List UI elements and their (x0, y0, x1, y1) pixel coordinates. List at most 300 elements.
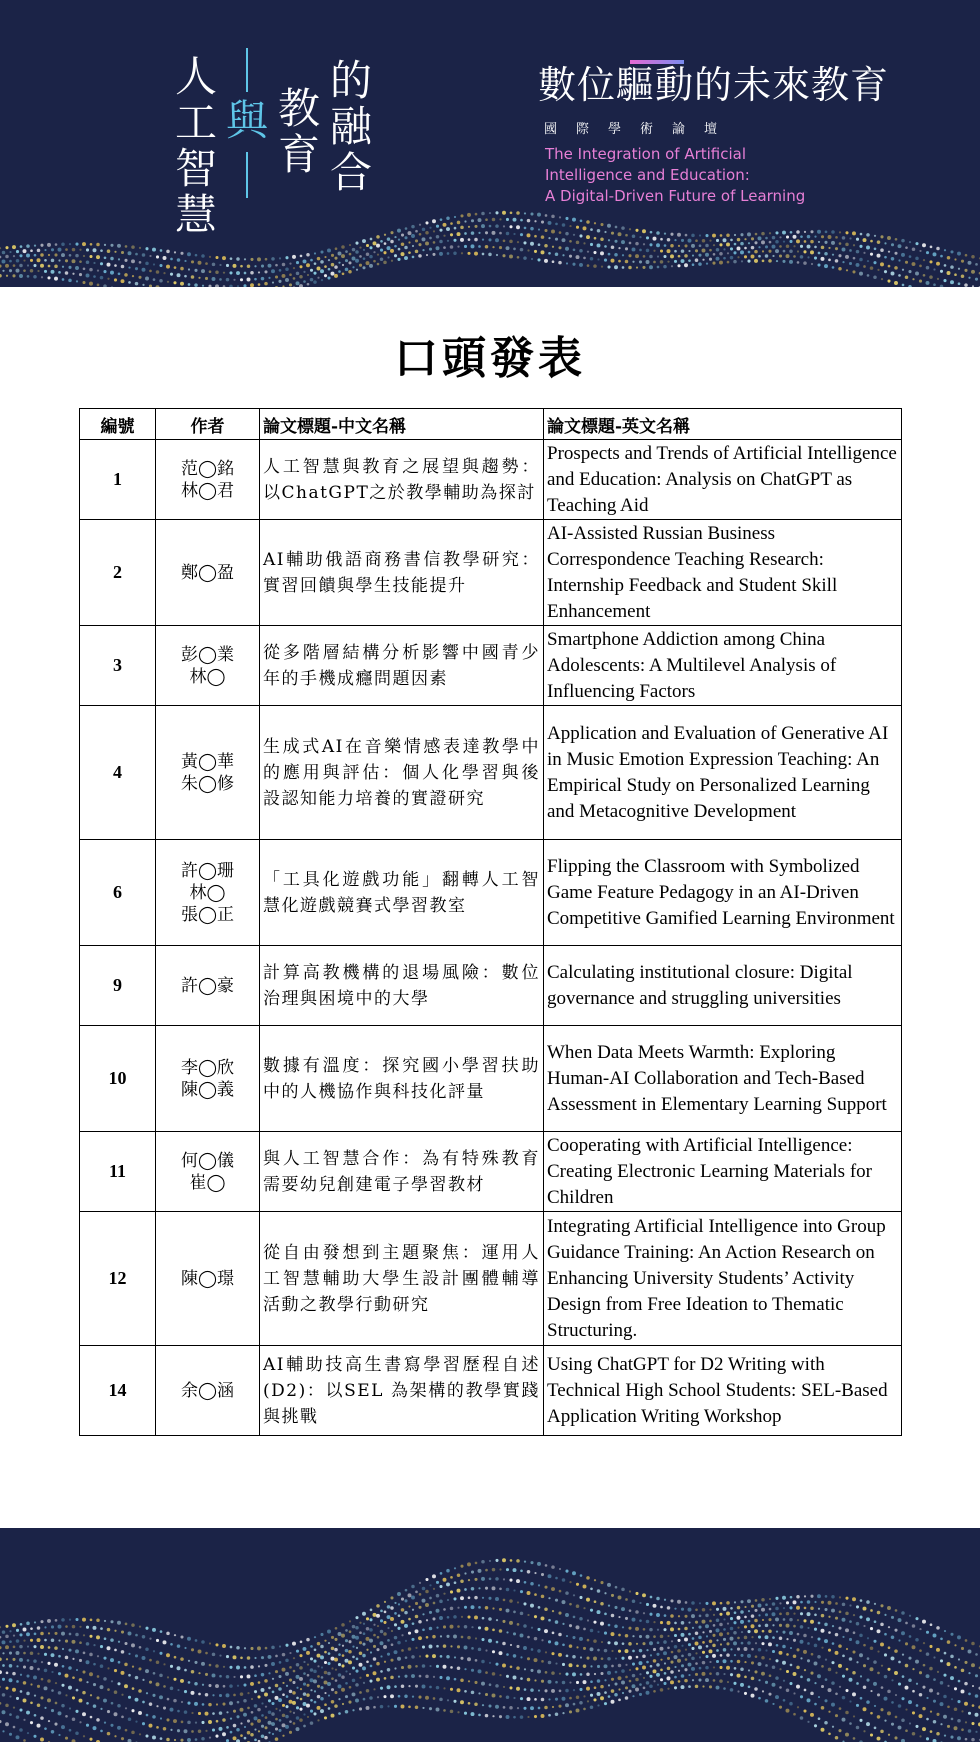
wave-dot (527, 1570, 531, 1574)
wave-dot (888, 1734, 890, 1736)
wave-dot (744, 1676, 747, 1679)
wave-dot (380, 1619, 383, 1622)
wave-dot (373, 1688, 375, 1690)
wave-dot (723, 1648, 727, 1652)
wave-dot (797, 250, 799, 252)
wave-dot (229, 271, 232, 274)
wave-dot (839, 1611, 842, 1614)
wave-dot (818, 252, 821, 255)
wave-dot (34, 1694, 36, 1696)
wave-dot (114, 1735, 116, 1737)
wave-dot (499, 1674, 501, 1676)
wave-dot (37, 1724, 41, 1728)
wave-dot (593, 264, 597, 268)
wave-dot (607, 224, 611, 228)
wave-dot (436, 1594, 440, 1598)
wave-dot (870, 1609, 873, 1612)
wave-dot (194, 1682, 198, 1686)
wave-dot (265, 1716, 268, 1719)
wave-dot (394, 1636, 398, 1640)
wave-dot (741, 1642, 744, 1645)
wave-dot (657, 255, 659, 257)
wave-dot (33, 1676, 37, 1680)
wave-dot (443, 1709, 446, 1712)
wave-dot (51, 1653, 55, 1657)
wave-dot (69, 1729, 72, 1732)
wave-dot (359, 255, 362, 258)
wave-dot (377, 263, 380, 266)
wave-dot (394, 1685, 397, 1688)
wave-dot (523, 1602, 526, 1605)
wave-dot (244, 1737, 247, 1740)
wave-dot (422, 1587, 426, 1591)
wave-dot (810, 1595, 813, 1598)
wave-dot (684, 263, 688, 267)
wave-dot (261, 1725, 264, 1728)
wave-dot (334, 1691, 337, 1694)
wave-dot (755, 1655, 758, 1658)
wave-dot (594, 1579, 596, 1581)
wave-dot (216, 1720, 219, 1723)
wave-dot (373, 260, 376, 263)
wave-dot (359, 1707, 362, 1710)
wave-dot (145, 247, 148, 250)
wave-dot (817, 263, 820, 266)
wave-dot (657, 1629, 659, 1631)
wave-dot (69, 1619, 71, 1621)
wave-dot (481, 1560, 485, 1564)
wave-dot (226, 1726, 229, 1729)
wave-dot (615, 1586, 618, 1589)
wave-dot (26, 1692, 30, 1696)
wave-dot (894, 1629, 897, 1632)
wave-dot (954, 1644, 956, 1646)
wave-dot (110, 1658, 114, 1662)
wave-dot (817, 1637, 820, 1640)
wave-dot (660, 1635, 664, 1639)
wave-dot (278, 1675, 281, 1678)
wave-dot (597, 258, 599, 260)
wave-dot (761, 232, 765, 236)
wave-dot (229, 285, 233, 287)
wave-dot (160, 1717, 162, 1719)
wave-dot (328, 259, 330, 261)
wave-dot (464, 232, 467, 235)
wave-dot (142, 1701, 145, 1704)
wave-dot (279, 1661, 282, 1664)
wave-dot (128, 1653, 130, 1655)
wave-dot (310, 1645, 313, 1648)
author-name: 陳◯義 (180, 1079, 235, 1100)
wave-dot (348, 1640, 351, 1643)
wave-dot (786, 1670, 789, 1673)
wave-dot (674, 1608, 676, 1610)
wave-dot (436, 235, 440, 239)
wave-dot (125, 1729, 128, 1732)
wave-dot (156, 1660, 160, 1664)
wave-dot (723, 238, 727, 242)
wave-dot (124, 1663, 128, 1667)
wave-dot (681, 249, 685, 253)
wave-dot (748, 1669, 750, 1671)
wave-dot (401, 1684, 405, 1688)
wave-dot (418, 1620, 422, 1624)
wave-dot (478, 232, 480, 234)
wave-dot (912, 262, 916, 266)
wave-dot (660, 1688, 664, 1692)
wave-dot (908, 1700, 912, 1704)
wave-dot (579, 263, 583, 267)
wave-dot (607, 1641, 610, 1644)
wave-dot (639, 249, 642, 252)
wave-dot (713, 253, 716, 256)
wave-dot (762, 1630, 765, 1633)
wave-dot (313, 280, 317, 284)
wave-dot (419, 1675, 422, 1678)
wave-dot (520, 1569, 523, 1572)
wave-dot (509, 240, 513, 244)
wave-dot (646, 260, 650, 264)
wave-dot (149, 285, 152, 287)
wave-dot (58, 1625, 62, 1629)
wave-dot (268, 1710, 272, 1714)
wave-dot (810, 1606, 814, 1610)
wave-dot (149, 1638, 151, 1640)
wave-dot (691, 1647, 694, 1650)
wave-dot (520, 1633, 524, 1637)
wave-dot (114, 264, 117, 267)
wave-dot (888, 1646, 891, 1649)
wave-dot (481, 1660, 485, 1664)
wave-dot (492, 218, 496, 222)
wave-dot (153, 1650, 155, 1652)
wave-dot (488, 1639, 492, 1643)
wave-dot (548, 1661, 552, 1665)
wave-dot (688, 250, 690, 252)
wave-dot (684, 1668, 687, 1671)
wave-dot (222, 1703, 225, 1706)
wave-dot (373, 1657, 377, 1661)
wave-dot (394, 1602, 396, 1604)
wave-dot (366, 1674, 369, 1677)
wave-dot (621, 1657, 624, 1660)
wave-dot (632, 261, 634, 263)
wave-dot (387, 1627, 389, 1629)
wave-dot (394, 1705, 397, 1708)
wave-dot (26, 244, 30, 248)
wave-dot (968, 1712, 971, 1715)
wave-dot (545, 1651, 547, 1653)
wave-dot (880, 262, 884, 266)
wave-dot (317, 1719, 319, 1721)
wave-dot (895, 238, 898, 241)
wave-dot (569, 225, 571, 227)
wave-dot (250, 1733, 254, 1737)
wave-dot (590, 1587, 593, 1590)
wave-dot (0, 1626, 1, 1628)
wave-dot (874, 1620, 877, 1623)
wave-dot (398, 1614, 401, 1617)
wave-dot (538, 1689, 540, 1691)
wave-dot (845, 1628, 849, 1632)
wave-dot (460, 1657, 463, 1660)
wave-dot (919, 1714, 923, 1718)
paper-title-chinese: 從多階層結構分析影響中國青少年的手機成癮問題因素 (260, 626, 544, 706)
wave-dot (621, 1681, 625, 1685)
wave-dot (320, 1697, 324, 1701)
wave-dot (373, 1634, 376, 1637)
wave-dot (33, 275, 37, 279)
wave-dot (727, 261, 730, 264)
wave-dot (646, 1661, 649, 1664)
wave-dot (324, 1671, 328, 1675)
wave-dot (422, 1613, 424, 1615)
wave-dot (835, 1736, 839, 1740)
wave-dot (709, 1640, 713, 1644)
wave-dot (495, 1663, 498, 1666)
wave-dot (968, 1672, 970, 1674)
wave-dot (929, 260, 932, 263)
wave-dot (37, 1685, 40, 1688)
wave-dot (450, 233, 453, 236)
wave-dot (100, 262, 103, 265)
wave-dot (839, 1686, 841, 1688)
wave-dot (324, 1716, 327, 1719)
wave-dot (82, 1691, 86, 1695)
wave-dot (769, 241, 772, 244)
wave-dot (768, 259, 772, 263)
wave-dot (247, 1692, 249, 1694)
wave-dot (230, 1717, 232, 1719)
wave-dot (754, 1629, 758, 1633)
wave-dot (289, 263, 291, 265)
wave-dot (429, 1611, 432, 1614)
wave-dot (664, 1599, 666, 1601)
wave-dot (692, 1637, 695, 1640)
wave-dot (972, 285, 974, 287)
wave-dot (856, 1682, 859, 1685)
wave-dot (264, 1693, 268, 1697)
wave-dot (551, 1652, 554, 1655)
wave-dot (663, 1682, 666, 1685)
wave-dot (716, 257, 720, 261)
wave-dot (772, 236, 776, 240)
wave-dot (789, 240, 792, 243)
wave-dot (397, 1657, 401, 1661)
wave-dot (55, 1619, 58, 1622)
wave-dot (426, 1636, 429, 1639)
wave-dot (443, 1608, 446, 1611)
wave-dot (454, 1678, 457, 1681)
wave-dot (384, 1661, 386, 1663)
wave-dot (968, 1693, 971, 1696)
wave-dot (825, 1659, 827, 1661)
wave-dot (506, 1609, 510, 1613)
wave-dot (629, 1609, 632, 1612)
wave-dot (65, 1674, 69, 1678)
wave-dot (706, 263, 708, 265)
wave-dot (639, 236, 641, 238)
wave-dot (901, 1611, 905, 1615)
wave-dot (866, 233, 870, 237)
wave-dot (579, 234, 582, 237)
wave-dot (34, 245, 36, 247)
wave-dot (530, 1561, 533, 1564)
wave-dot (842, 1636, 844, 1638)
wave-dot (352, 248, 356, 252)
wave-dot (699, 1667, 702, 1670)
wave-dot (573, 1616, 576, 1619)
wave-dot (551, 1671, 555, 1675)
wave-dot (566, 1655, 569, 1658)
wave-dot (216, 1703, 218, 1705)
wave-dot (9, 1713, 12, 1716)
wave-dot (489, 1560, 491, 1562)
wave-dot (279, 269, 282, 272)
wave-dot (135, 1676, 139, 1680)
wave-dot (0, 1646, 2, 1649)
wave-dot (523, 1624, 527, 1628)
wave-dot (853, 1614, 855, 1616)
wave-dot (482, 253, 485, 256)
wave-dot (877, 240, 881, 244)
wave-dot (321, 1666, 323, 1668)
wave-dot (348, 1660, 352, 1664)
wave-dot (201, 1662, 205, 1666)
wave-dot (593, 1639, 597, 1643)
wave-dot (278, 1698, 282, 1702)
wave-dot (457, 1574, 461, 1578)
wave-dot (96, 1619, 100, 1623)
wave-dot (331, 254, 334, 257)
wave-dot (23, 1652, 26, 1655)
wave-dot (454, 1581, 457, 1584)
wave-dot (159, 1695, 163, 1699)
wave-dot (685, 234, 688, 237)
wave-dot (663, 1651, 667, 1655)
wave-dot (198, 1649, 202, 1653)
wave-dot (733, 1682, 736, 1685)
wave-dot (342, 1703, 344, 1705)
wave-dot (726, 1642, 729, 1645)
wave-dot (734, 1667, 737, 1670)
wave-dot (884, 242, 886, 244)
wave-dot (103, 1677, 107, 1681)
wave-dot (559, 231, 562, 234)
wave-dot (534, 220, 536, 222)
wave-dot (747, 1641, 751, 1645)
wave-dot (272, 1733, 274, 1735)
wave-dot (356, 1647, 358, 1649)
wave-dot (646, 1681, 650, 1685)
wave-dot (614, 1693, 618, 1697)
wave-dot (681, 239, 684, 242)
wave-dot (363, 1682, 365, 1684)
wave-dot (726, 234, 730, 238)
wave-dot (9, 1652, 12, 1655)
wave-dot (818, 1717, 821, 1720)
wave-dot (440, 1572, 443, 1575)
wave-dot (492, 246, 494, 248)
wave-dot (667, 1646, 670, 1649)
paper-title-english: Integrating Artificial Intelligence into Group Guidance Training: An Action Research on Enhancing University Students’ Activity Design from Free Ideation to Thematic Structuring. (544, 1212, 902, 1346)
wave-dot (33, 1645, 36, 1648)
wave-dot (439, 229, 442, 232)
wave-dot (128, 281, 131, 284)
wave-dot (380, 258, 384, 262)
wave-dot (271, 257, 275, 261)
wave-dot (705, 253, 709, 257)
wave-dot (257, 257, 261, 261)
wave-dot (814, 1703, 817, 1706)
wave-dot (555, 1713, 559, 1717)
wave-dot (279, 1709, 281, 1711)
wave-dot (387, 1605, 391, 1609)
wave-dot (0, 247, 1, 249)
wave-dot (121, 265, 125, 269)
wave-dot (650, 1665, 653, 1668)
wave-dot (513, 1632, 516, 1635)
wave-dot (446, 1635, 449, 1638)
wave-dot (100, 1645, 103, 1648)
wave-dot (86, 1642, 90, 1646)
wave-dot (506, 246, 510, 250)
wave-dot (201, 1737, 205, 1741)
wave-dot (65, 1737, 68, 1740)
wave-dot (58, 248, 62, 252)
wave-dot (481, 224, 485, 228)
wave-dot (793, 1692, 795, 1694)
wave-dot (800, 1676, 803, 1679)
wave-dot (604, 1691, 607, 1694)
author-name: 范◯銘 (180, 458, 235, 479)
wave-dot (751, 255, 755, 259)
wave-dot (898, 244, 902, 248)
wave-dot (363, 1632, 366, 1635)
wave-dot (219, 278, 222, 281)
paper-title-english: Calculating institutional closure: Digital governance and struggling universities (544, 946, 902, 1026)
wave-dot (950, 280, 954, 284)
wave-dot (275, 1737, 279, 1741)
wave-dot (373, 1613, 377, 1617)
wave-dot (86, 1660, 90, 1664)
wave-dot (202, 1703, 205, 1706)
wave-dot (793, 1713, 796, 1716)
wave-dot (716, 239, 719, 242)
wave-dot (100, 276, 104, 280)
wave-dot (131, 1623, 135, 1627)
wave-dot (292, 255, 296, 259)
wave-dot (229, 1701, 233, 1705)
wave-dot (852, 1692, 856, 1696)
wave-dot (866, 246, 870, 250)
wave-dot (915, 242, 918, 245)
wave-dot (170, 1665, 173, 1668)
wave-dot (688, 239, 692, 243)
wave-dot (405, 1589, 408, 1592)
wave-dot (902, 1675, 905, 1678)
wave-dot (877, 254, 881, 258)
wave-dot (48, 1632, 50, 1634)
wave-dot (83, 255, 85, 257)
wave-dot (590, 1609, 593, 1612)
wave-dot (149, 1681, 152, 1684)
wave-dot (362, 266, 365, 269)
wave-dot (89, 1653, 93, 1657)
author-name: 張◯正 (180, 904, 235, 925)
wave-dot (856, 1605, 859, 1608)
wave-dot (100, 1664, 104, 1668)
